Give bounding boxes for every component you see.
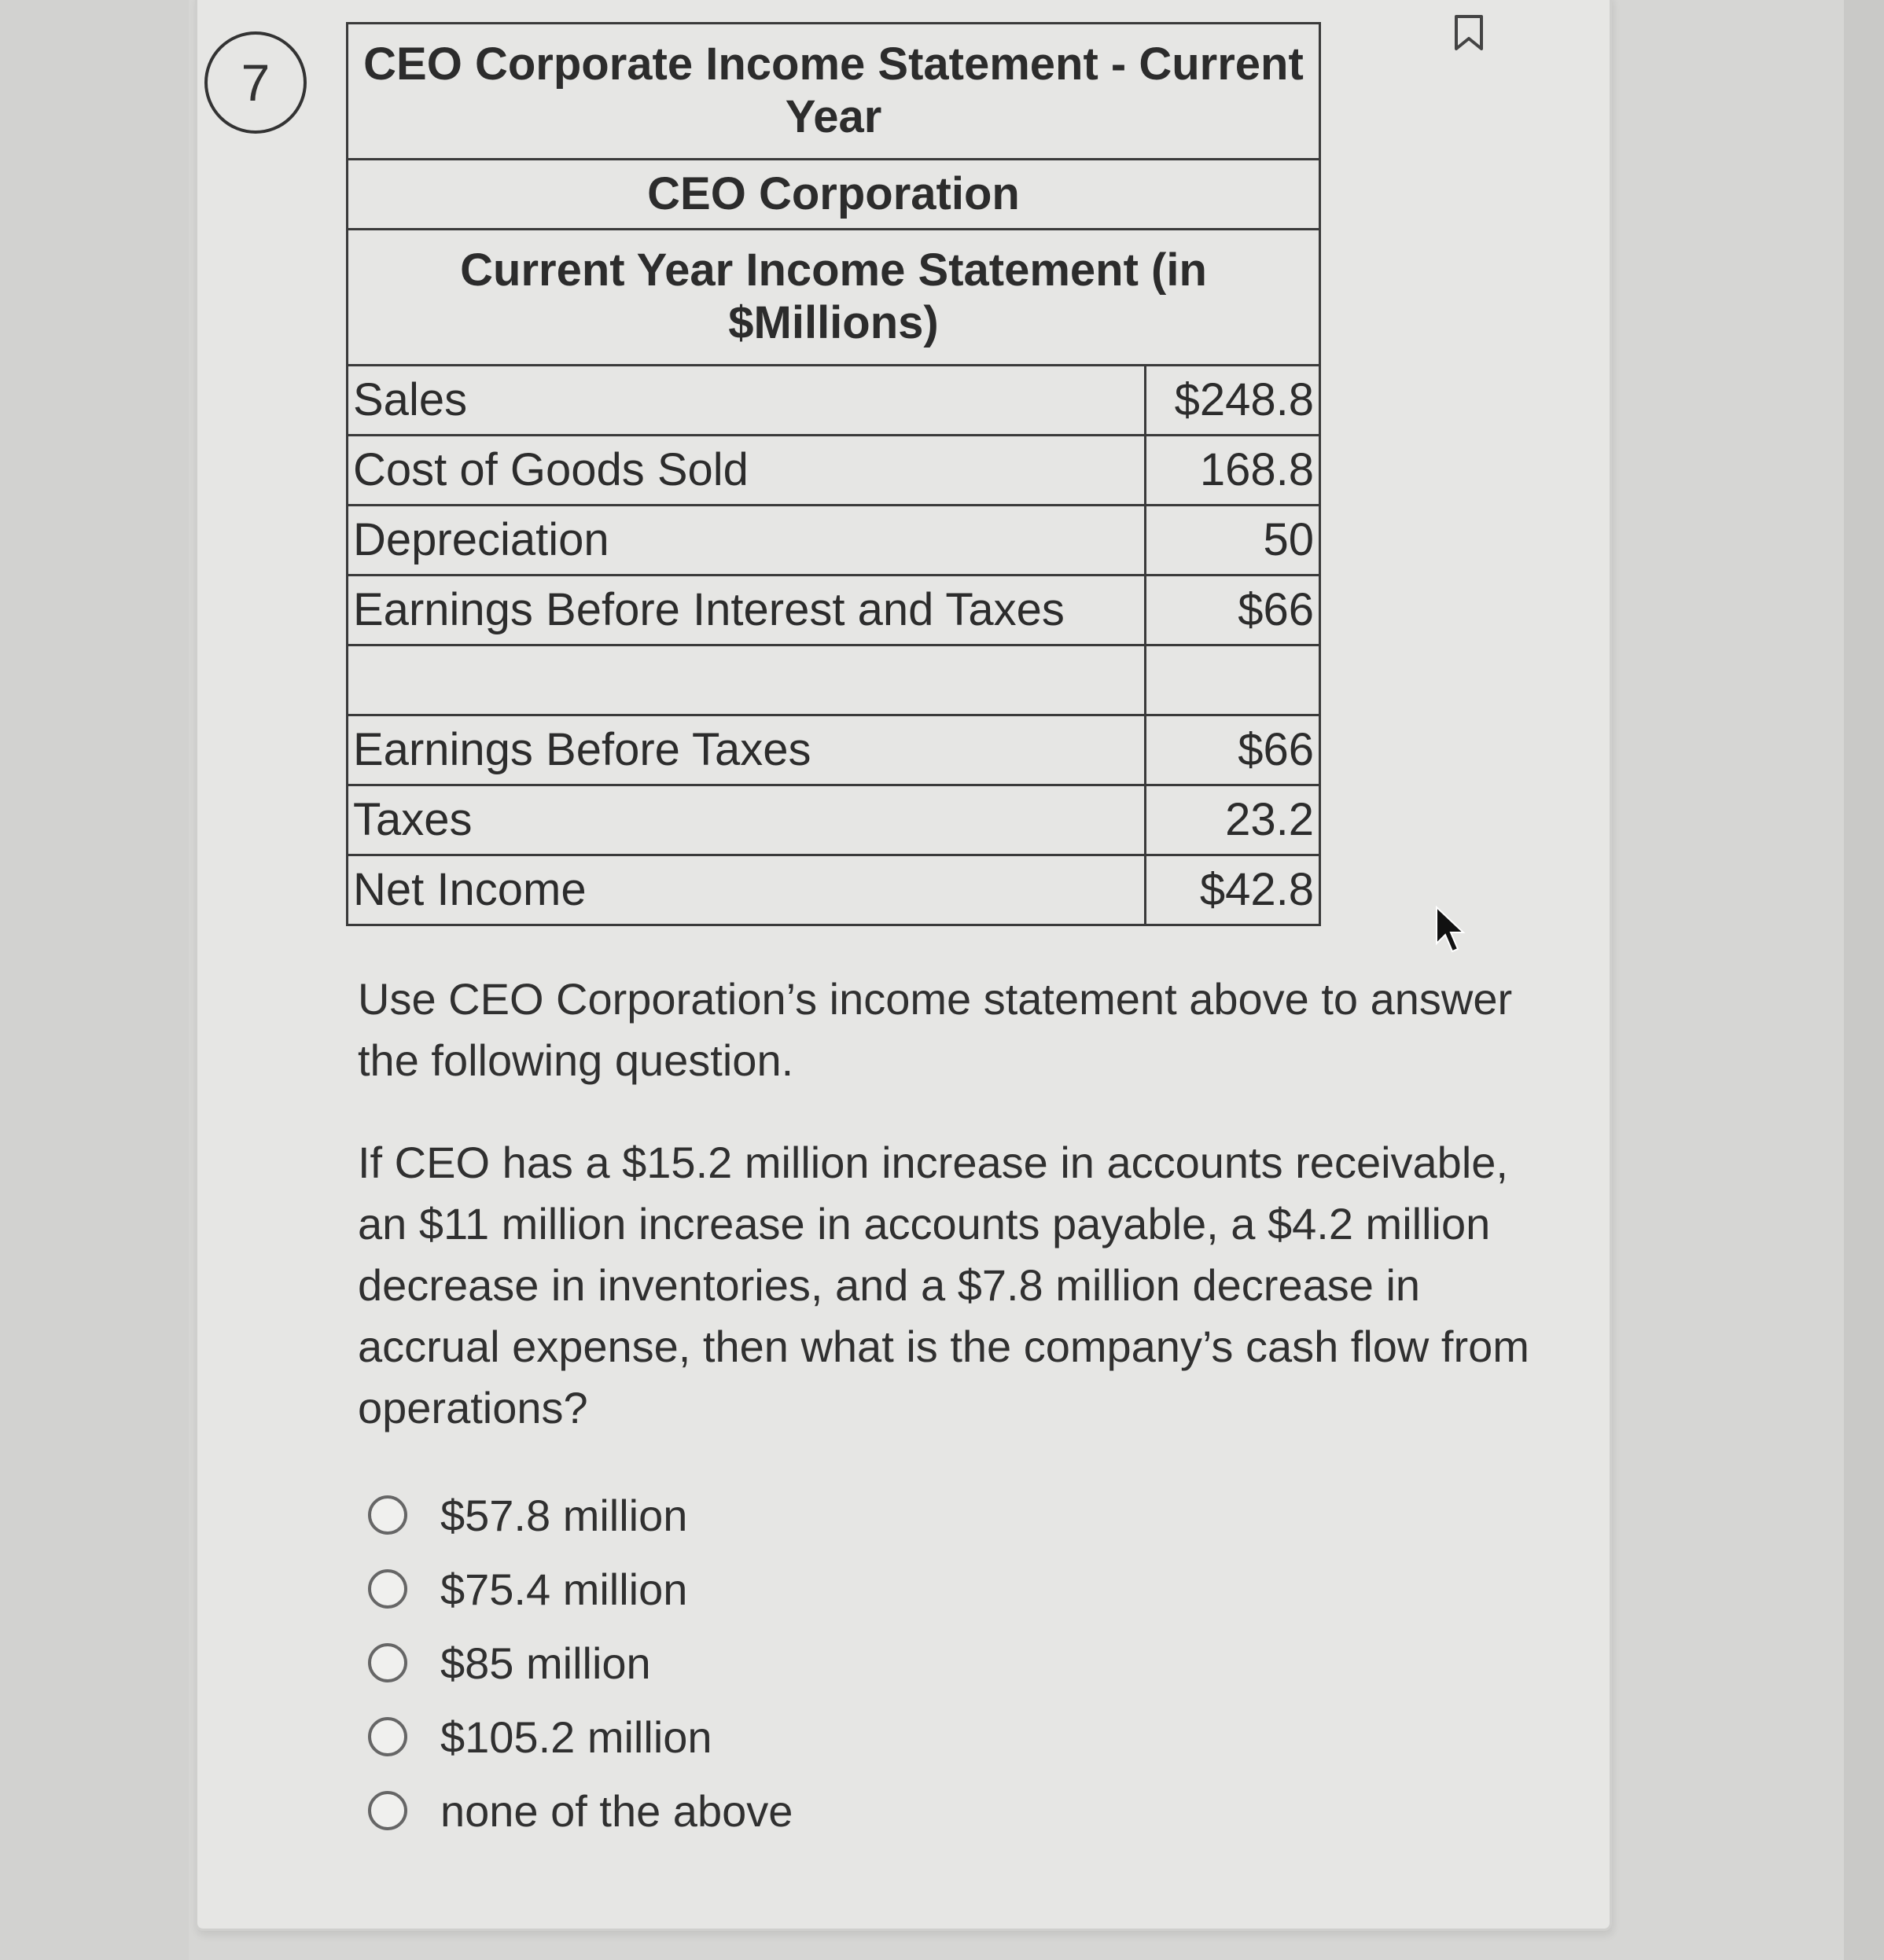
row-value <box>1146 645 1320 715</box>
question-text: If CEO has a $15.2 million increase in accounts receivable, an $11 million increase in accounts payable, a $4.2 million decrease in inventories, and a $7.8 million decrease in accrual expense, then what is the company’s cash flow from operations? <box>358 1138 1529 1432</box>
table-title-row <box>348 24 1320 160</box>
row-value: 50 <box>1146 506 1320 575</box>
answer-option[interactable] <box>368 1626 793 1700</box>
row-value: 168.8 <box>1146 436 1320 506</box>
option-label: $105.2 million <box>440 1712 712 1762</box>
option-label: $57.8 million <box>440 1490 688 1540</box>
row-label: Earnings Before Interest and Taxes <box>348 575 1146 645</box>
bookmark-icon[interactable] <box>1453 14 1485 52</box>
radio-button[interactable] <box>368 1717 407 1756</box>
table-row <box>348 366 1320 436</box>
answer-option[interactable] <box>368 1478 793 1552</box>
table-company: CEO Corporation <box>348 160 1320 230</box>
table-company-row <box>348 160 1320 230</box>
row-label: Sales <box>348 366 1146 436</box>
answer-option[interactable] <box>368 1774 793 1848</box>
table-row <box>348 575 1320 645</box>
row-value: $42.8 <box>1146 855 1320 925</box>
table-row <box>348 506 1320 575</box>
background-right <box>1844 0 1884 1960</box>
answer-options <box>368 1478 793 1848</box>
table-row-empty <box>348 645 1320 715</box>
row-value: $66 <box>1146 715 1320 785</box>
radio-button[interactable] <box>368 1791 407 1830</box>
instruction-text: Use CEO Corporation’s income statement above to answer the following question. <box>358 974 1513 1085</box>
row-value: $66 <box>1146 575 1320 645</box>
table-title: CEO Corporate Income Statement - Current Year <box>348 24 1320 160</box>
answer-option[interactable] <box>368 1700 793 1774</box>
option-label: $85 million <box>440 1638 651 1688</box>
row-value: $248.8 <box>1146 366 1320 436</box>
row-label: Taxes <box>348 785 1146 855</box>
answer-option[interactable] <box>368 1552 793 1626</box>
mouse-pointer-icon <box>1433 906 1468 956</box>
radio-button[interactable] <box>368 1643 407 1682</box>
radio-button[interactable] <box>368 1569 407 1609</box>
row-label <box>348 645 1146 715</box>
question-number-badge <box>204 31 307 134</box>
background-left <box>0 0 189 1960</box>
table-row <box>348 785 1320 855</box>
table-row <box>348 855 1320 925</box>
radio-button[interactable] <box>368 1495 407 1535</box>
row-label: Depreciation <box>348 506 1146 575</box>
row-label: Net Income <box>348 855 1146 925</box>
table-subtitle-row <box>348 230 1320 366</box>
option-label: none of the above <box>440 1785 793 1836</box>
option-label: $75.4 million <box>440 1564 688 1614</box>
question-number: 7 <box>241 53 270 112</box>
income-statement-table <box>346 22 1321 926</box>
row-label: Cost of Goods Sold <box>348 436 1146 506</box>
row-label: Earnings Before Taxes <box>348 715 1146 785</box>
table-subtitle: Current Year Income Statement (in $Millions) <box>348 230 1320 366</box>
table-row <box>348 715 1320 785</box>
row-value: 23.2 <box>1146 785 1320 855</box>
table-row <box>348 436 1320 506</box>
